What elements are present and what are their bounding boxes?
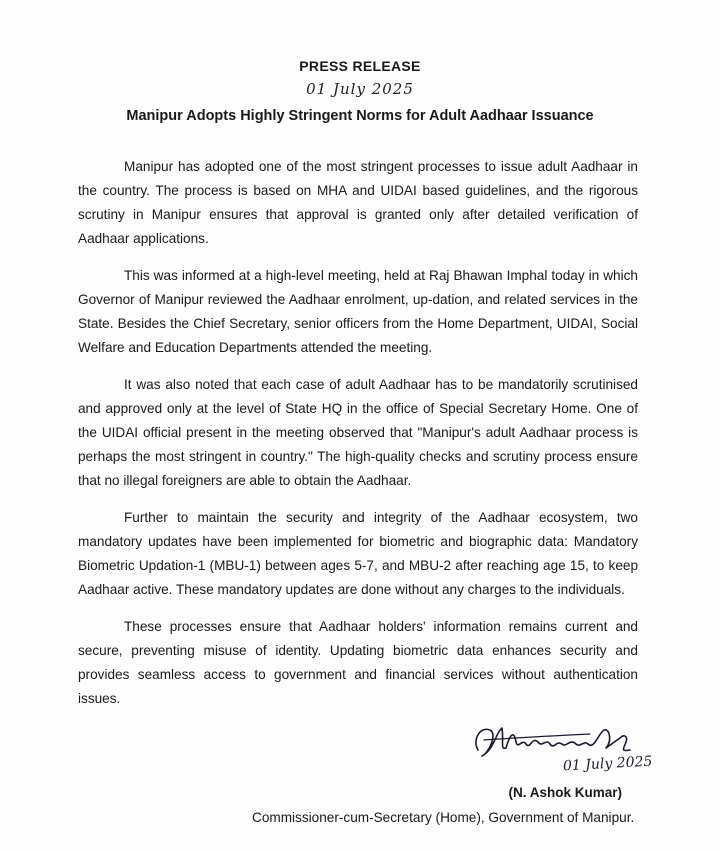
paragraph-2: This was informed at a high-level meeting, held at Raj Bhawan Imphal today in which Governor of Manipur reviewed the Aadhaar enrolment, up-dation, and related services in the State. Besides the Chief Secretary, senior officers from the Home Department, UIDAI, Social Welfare and Education Departments attended the meeting. <box>78 268 638 355</box>
paragraph-3: It was also noted that each case of adult Aadhaar has to be mandatorily scrutinised and approved only at the level of State HQ in the office of Special Secretary Home. One of the UIDAI official present in the meeting observed that "Manipur's adult Aadhaar process is perhaps the most stringent in country." The high-quality checks and scrutiny process ensure that no illegal foreigners are able to obtain the Aadhaar. <box>78 377 638 488</box>
paragraph-5: These processes ensure that Aadhaar holders' information remains current and secure, preventing misuse of identity. Updating biometric data enhances security and provides seamless access to government and financial services without authentication issues. <box>78 619 638 706</box>
headline: Manipur Adopts Highly Stringent Norms for Adult Aadhaar Issuance <box>126 108 594 124</box>
signature-date: 01 July 2025 <box>562 753 653 775</box>
paragraph-4: Further to maintain the security and integrity of the Aadhaar ecosystem, two mandatory updates have been implemented for biometric and biographic data: Mandatory Biometric Updation-1 (MBU-1) between ages 5-7, and MBU-2 after reaching age 15, to keep Aadhaar active. These mandatory updates are done without any charges to the individuals. <box>78 510 638 597</box>
signer-name: (N. Ashok Kumar) <box>508 785 622 800</box>
paragraph-1: Manipur has adopted one of the most stringent processes to issue adult Aadhaar in the country. The process is based on MHA and UIDAI based guidelines, and the rigorous scrutiny in Manipur ensures that approval is granted only after detailed verification of Aadhaar applications. <box>78 159 638 246</box>
release-date: 01 July 2025 <box>306 80 414 98</box>
signer-designation: Commissioner-cum-Secretary (Home), Government of Manipur. <box>252 810 635 825</box>
document-title: PRESS RELEASE <box>299 58 421 74</box>
body-text <box>78 155 638 724</box>
